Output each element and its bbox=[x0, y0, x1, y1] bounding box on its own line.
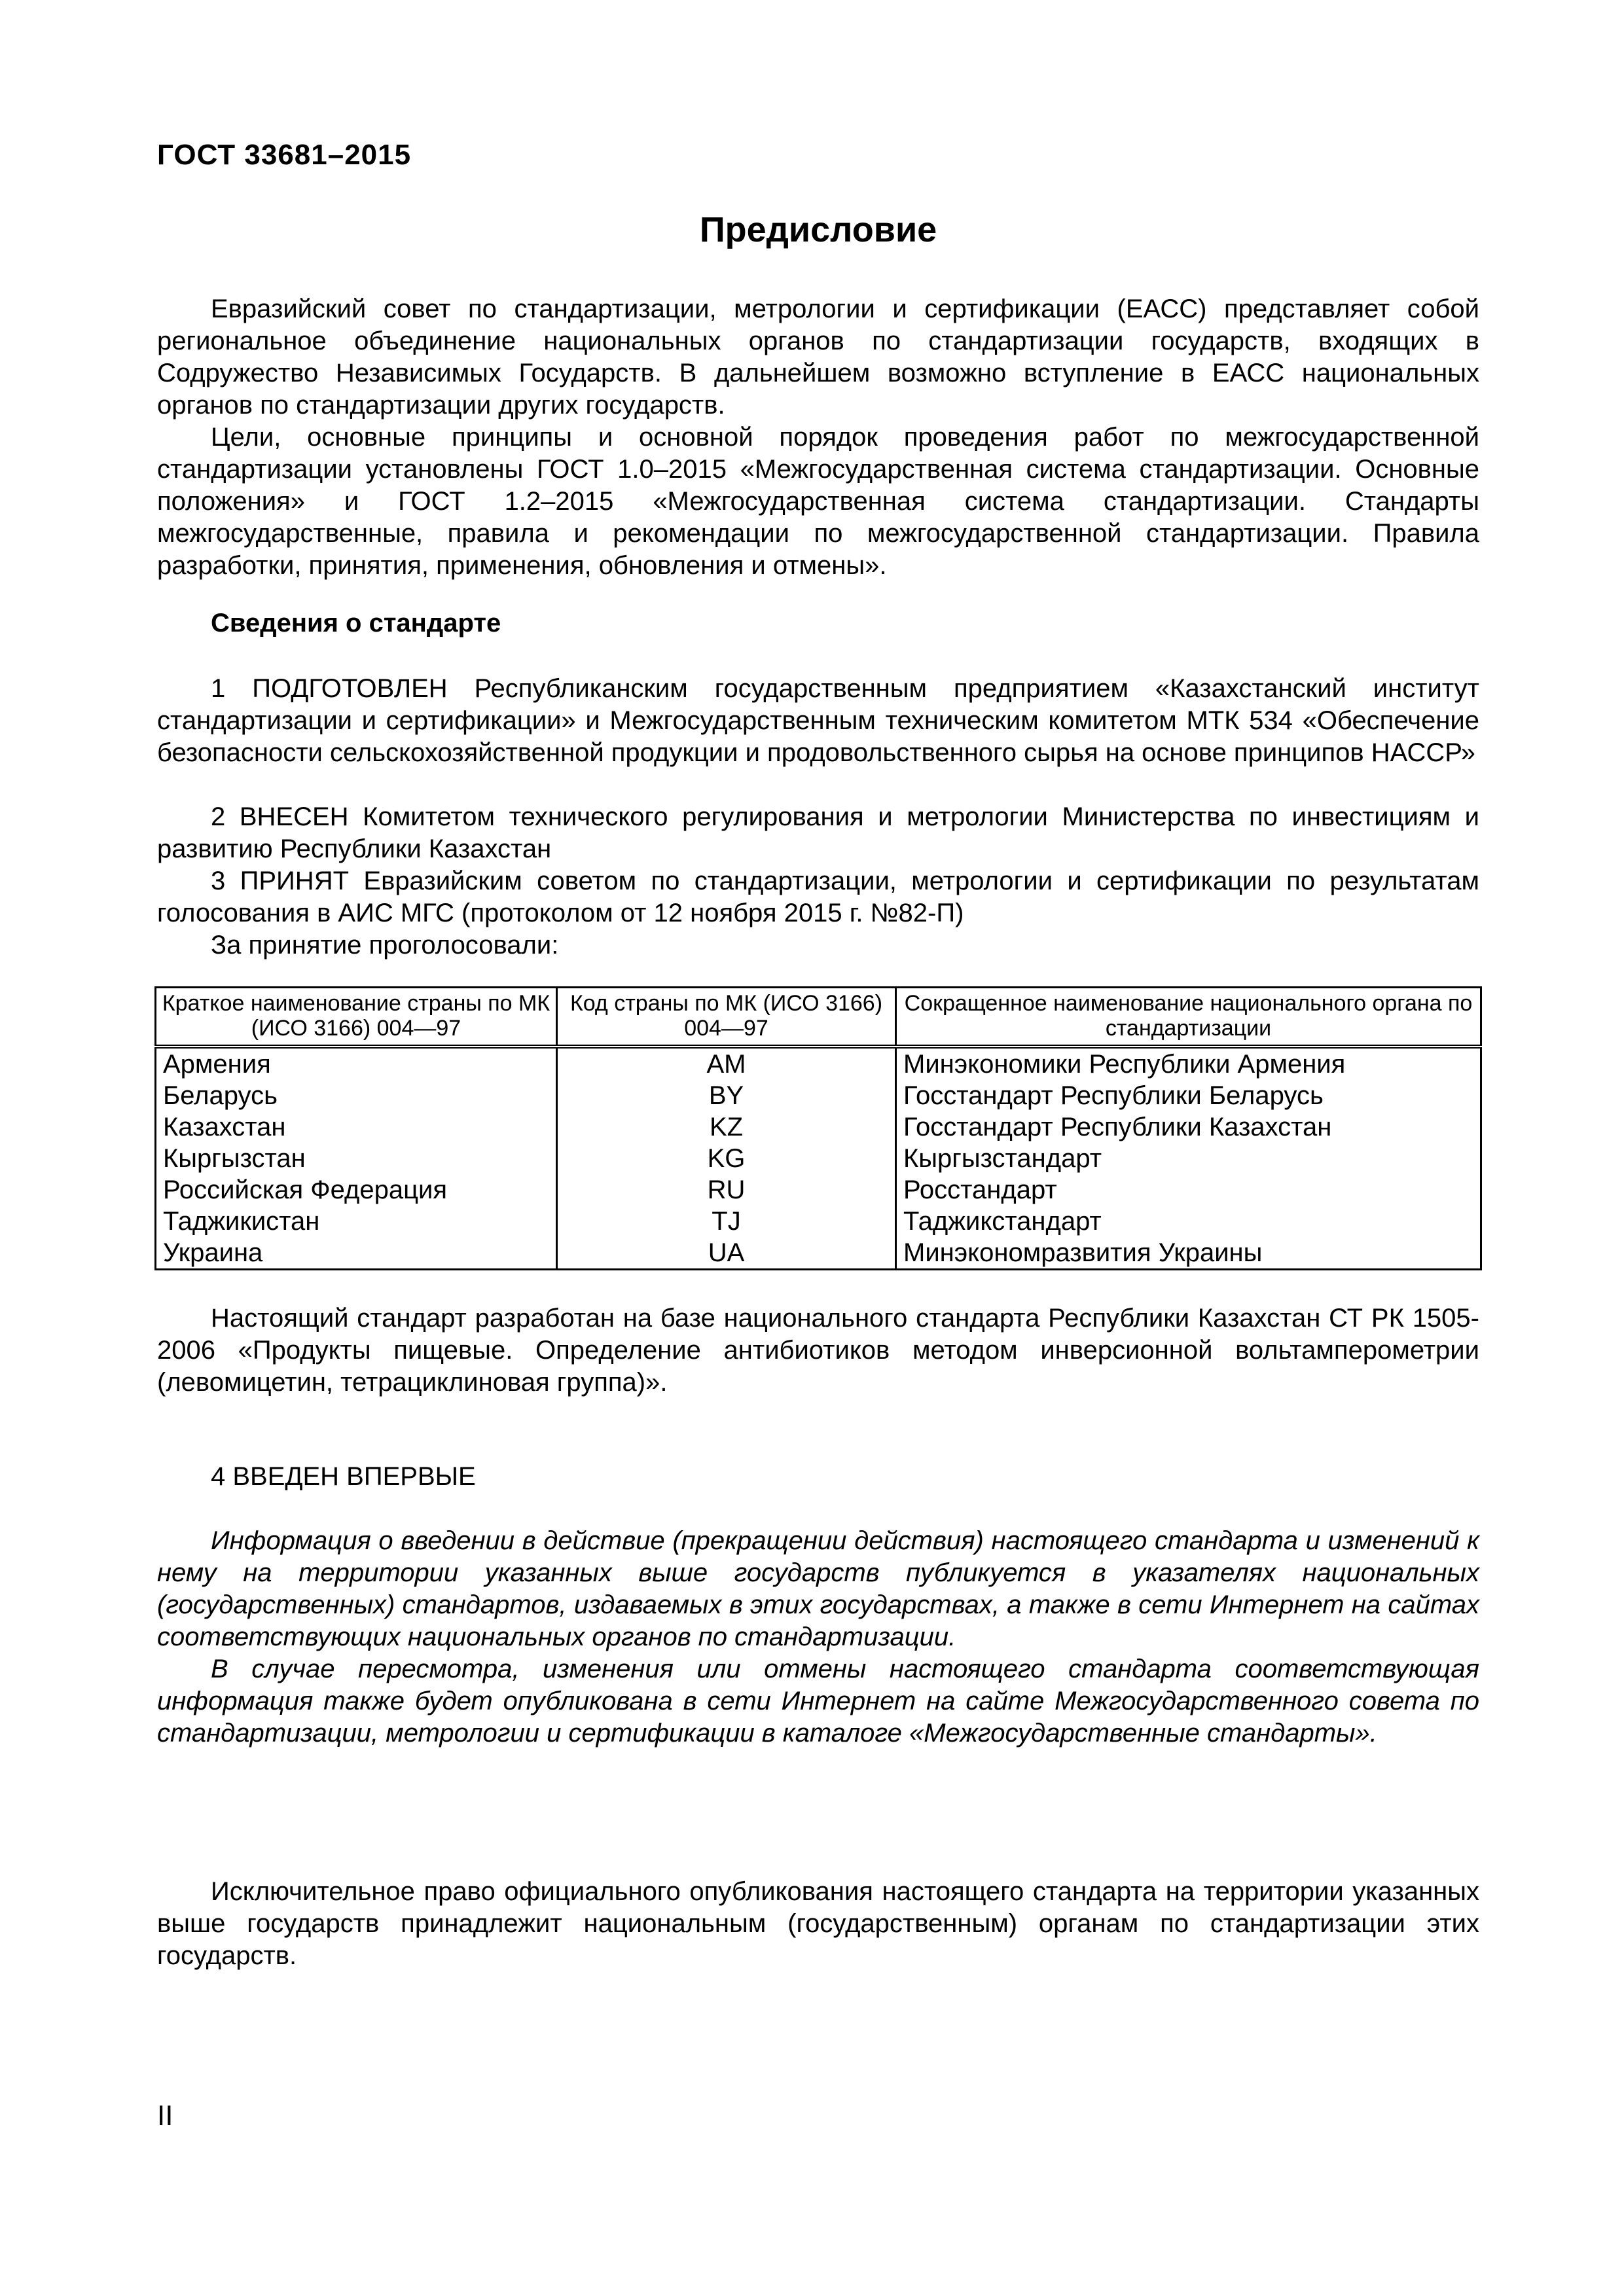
cell-code: BY bbox=[557, 1080, 896, 1111]
info-item-1: 1 ПОДГОТОВЛЕН Республиканским государственным предприятием «Казахстанский институт стандартизации и сертификации» и Межгосударственным техническим комитетом МТК 534 «Обеспечение безопасности сельскохозяйственной продукции и продовольственного сырья на основе принципов НАССР» bbox=[157, 674, 1479, 767]
document-code: ГОСТ 33681–2015 bbox=[157, 139, 412, 171]
page-number: II bbox=[157, 2100, 173, 2132]
header-code: Код страны по МК (ИСО 3166) 004—97 bbox=[557, 988, 896, 1047]
table-row bbox=[156, 1237, 1481, 1270]
intro-paragraph-1: Евразийский совет по стандартизации, метрологии и сертификации (ЕАСС) представляет собой региональное объединение национальных органов по стандартизации государств, входящих в Содружество Независимых Государств. В дальнейшем возможно вступление в ЕАСС национальных органов по стандартизации других государств. bbox=[157, 295, 1479, 420]
cell-code: KZ bbox=[557, 1111, 896, 1143]
voted-label: За принятие проголосовали: bbox=[211, 931, 559, 960]
table-row bbox=[156, 1111, 1481, 1143]
header-body: Сокращенное наименование национального органа по стандартизации bbox=[896, 988, 1481, 1047]
cell-country: Российская Федерация bbox=[156, 1174, 557, 1206]
table-row bbox=[156, 1143, 1481, 1174]
cell-code: KG bbox=[557, 1143, 896, 1174]
notice-paragraph-1: Информация о введении в действие (прекращении действия) настоящего стандарта и изменений к нему на территории указанных выше государств публикуется в указателях национальных (государственных) стандартов, издаваемых в этих государствах, а также в сети Интернет на сайтах соответствующих национальных органов по стандартизации. bbox=[157, 1526, 1479, 1651]
cell-body: Госстандарт Республики Беларусь bbox=[896, 1080, 1481, 1111]
table-row bbox=[156, 1206, 1481, 1237]
cell-code: TJ bbox=[557, 1206, 896, 1237]
cell-body: Минэкономики Республики Армения bbox=[896, 1047, 1481, 1080]
table-row bbox=[156, 1174, 1481, 1206]
table-row bbox=[156, 1047, 1481, 1080]
cell-code: UA bbox=[557, 1237, 896, 1270]
basis-paragraph: Настоящий стандарт разработан на базе национального стандарта Республики Казахстан СТ РК 1505-2006 «Продукты пищевые. Определение антибиотиков методом инверсионной вольтамперометрии (левомицетин, тетрациклиновая группа)». bbox=[157, 1304, 1479, 1397]
cell-country: Армения bbox=[156, 1047, 557, 1080]
cell-code: AM bbox=[557, 1047, 896, 1080]
cell-country: Украина bbox=[156, 1237, 557, 1270]
notice-paragraph-2: В случае пересмотра, изменения или отмены настоящего стандарта соответствующая информация также будет опубликована в сети Интернет на сайте Межгосударственного совета по стандартизации, метрологии и сертификации в каталоге «Межгосударственные стандарты». bbox=[157, 1655, 1479, 1748]
header-country: Краткое наименование страны по МК (ИСО 3166) 004—97 bbox=[156, 988, 557, 1047]
cell-country: Казахстан bbox=[156, 1111, 557, 1143]
voting-table bbox=[154, 986, 1482, 1270]
cell-country: Таджикистан bbox=[156, 1206, 557, 1237]
cell-body: Таджикстандарт bbox=[896, 1206, 1481, 1237]
info-item-2: 2 ВНЕСЕН Комитетом технического регулирования и метрологии Министерства по инвестициям и развитию Республики Казахстан bbox=[157, 802, 1479, 863]
cell-country: Беларусь bbox=[156, 1080, 557, 1111]
cell-code: RU bbox=[557, 1174, 896, 1206]
section-heading: Сведения о стандарте bbox=[211, 609, 501, 637]
rights-paragraph: Исключительное право официального опубликования настоящего стандарта на территории указанных выше государств принадлежит национальным (государственным) органам по стандартизации этих государств. bbox=[157, 1877, 1479, 1970]
cell-body: Госстандарт Республики Казахстан bbox=[896, 1111, 1481, 1143]
cell-country: Кыргызстан bbox=[156, 1143, 557, 1174]
table-row bbox=[156, 1080, 1481, 1111]
cell-body: Минэкономразвития Украины bbox=[896, 1237, 1481, 1270]
info-item-4: 4 ВВЕДЕН ВПЕРВЫЕ bbox=[211, 1462, 476, 1491]
info-item-3: 3 ПРИНЯТ Евразийским советом по стандартизации, метрологии и сертификации по результатам голосования в АИС МГС (протоколом от 12 ноября 2015 г. №82-П) bbox=[157, 867, 1479, 927]
table-header-row bbox=[156, 988, 1481, 1047]
page-title: Предисловие bbox=[699, 210, 937, 249]
cell-body: Кыргызстандарт bbox=[896, 1143, 1481, 1174]
intro-paragraph-2: Цели, основные принципы и основной порядок проведения работ по межгосударственной стандартизации установлены ГОСТ 1.0–2015 «Межгосударственная система стандартизации. Основные положения» и ГОСТ 1.2–2015 «Межгосударственная система стандартизации. Стандарты межгосударственные, правила и рекомендации по межгосударственной стандартизации. Правила разработки, принятия, применения, обновления и отмены». bbox=[157, 423, 1479, 580]
cell-body: Росстандарт bbox=[896, 1174, 1481, 1206]
